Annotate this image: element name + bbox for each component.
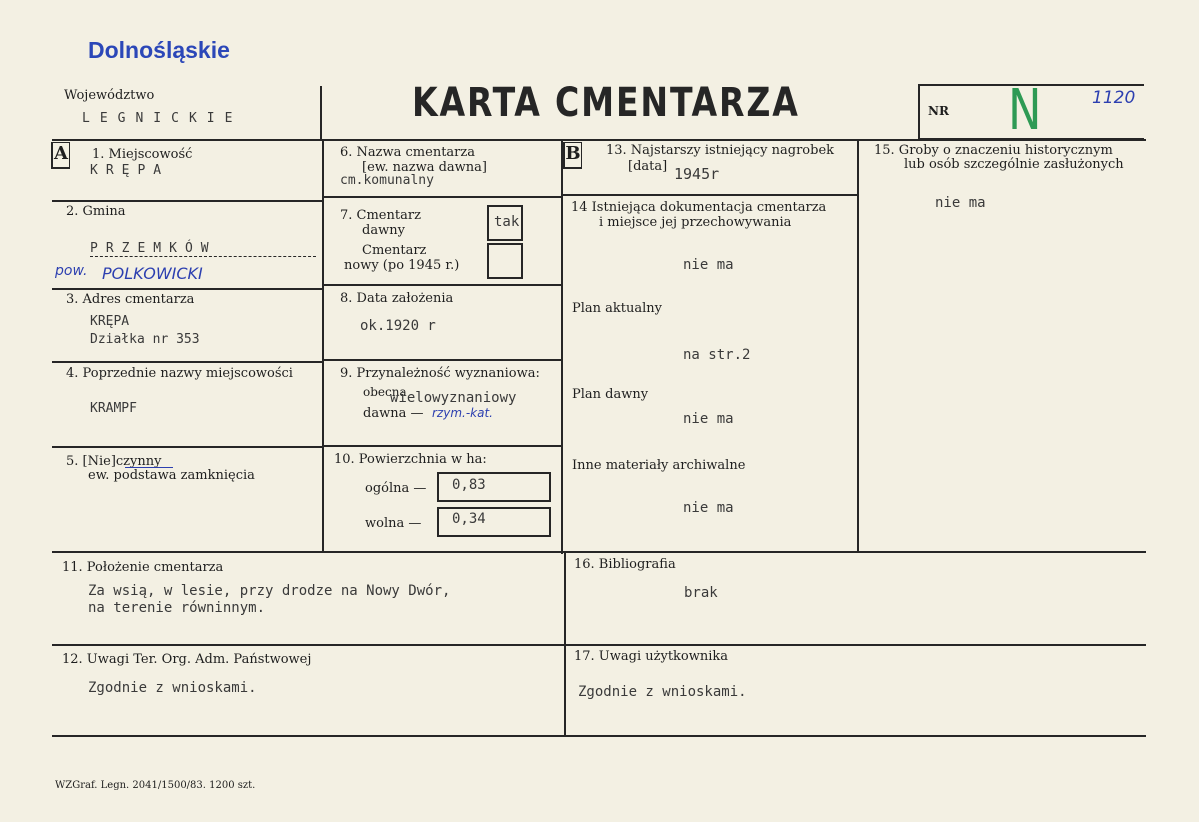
f12-value: Zgodnie z wnioskami. (88, 680, 257, 696)
f6-value: cm.komunalny (340, 173, 434, 188)
voivodeship-label: Województwo (64, 88, 155, 103)
f14-label-2: i miejsce jej przechowywania (599, 215, 792, 230)
f10-free-value: 0,34 (452, 511, 486, 527)
f9-label: 9. Przynależność wyznaniowa: (340, 366, 540, 381)
f7-label-2: dawny (362, 223, 405, 238)
f2-hand-pow: pow. (55, 263, 88, 279)
f11-label: 11. Położenie cmentarza (62, 560, 224, 575)
f9-current-value: wielowyznaniowy (390, 390, 517, 406)
f6-label-1: 6. Nazwa cmentarza (340, 145, 475, 160)
f10-free-label: wolna — (365, 516, 422, 531)
f17-value: Zgodnie z wnioskami. (578, 684, 747, 700)
col-divider-1 (322, 139, 324, 552)
f11-value-2: na terenie równinnym. (88, 600, 266, 616)
f15-value: nie ma (935, 195, 986, 211)
f8-value: ok.1920 r (360, 318, 436, 334)
other-materials-label: Inne materiały archiwalne (572, 458, 746, 473)
row-rule (52, 288, 322, 290)
f10-total-value: 0,83 (452, 477, 486, 493)
f4-value: KRAMPF (90, 401, 137, 416)
plan-old-label: Plan dawny (572, 387, 649, 402)
bottom-rule (52, 735, 1146, 737)
plan-current-label: Plan aktualny (572, 301, 663, 316)
f2-hand-county: POLKOWICKI (102, 264, 203, 283)
f15-label-2: lub osób szczególnie zasłużonych (904, 157, 1124, 172)
f7-checkbox-old-value: tak (494, 214, 520, 230)
f2-label: 2. Gmina (66, 204, 126, 219)
row-rule (322, 445, 561, 447)
col-divider-3 (857, 139, 859, 551)
f5-label-1: 5. [Nie]czynny (66, 454, 162, 469)
f7-label-3: Cmentarz (362, 243, 427, 258)
f9-former-value: rzym.-kat. (432, 406, 493, 420)
voivodeship-value: LEGNICKIE (82, 111, 243, 126)
f14-label-1: 14 Istniejąca dokumentacja cmentarza (571, 200, 827, 215)
f7-checkbox-new[interactable] (487, 243, 523, 279)
f13-label-2: [data] (628, 159, 668, 174)
nr-label: NR (928, 104, 949, 118)
print-footer: WZGraf. Legn. 2041/1500/83. 1200 szt. (55, 780, 256, 791)
other-materials-value: nie ma (683, 500, 734, 516)
f13-label-1: 13. Najstarszy istniejący nagrobek (606, 143, 835, 158)
row-rule (561, 194, 857, 196)
nr-number: 1120 (1092, 88, 1136, 108)
region-stamp: Dolnośląskie (88, 37, 230, 63)
f3-label: 3. Adres cmentarza (66, 292, 195, 307)
f3-value-2: Działka nr 353 (90, 332, 200, 347)
row-rule (52, 361, 322, 363)
f17-label: 17. Uwagi użytkownika (574, 649, 729, 664)
f9-former-label: dawna — (363, 406, 424, 421)
f4-label: 4. Poprzednie nazwy miejscowości (66, 366, 293, 381)
f2-value: PRZEMKÓW (90, 241, 217, 256)
bottom-divider (564, 551, 566, 735)
f11-value-1: Za wsią, w lesie, przy drodze na Nowy Dwór, (88, 583, 451, 599)
top-rule (52, 139, 1146, 141)
f1-label: 1. Miejscowość (92, 147, 193, 162)
f10-total-label: ogólna — (365, 481, 427, 496)
row-rule (322, 196, 561, 198)
f10-label: 10. Powierzchnia w ha: (334, 452, 487, 467)
f6-label-2: [ew. nazwa dawna] (362, 160, 487, 175)
f12-label: 12. Uwagi Ter. Org. Adm. Państwowej (62, 652, 312, 667)
section-a-badge: A (51, 142, 70, 169)
f7-label-4: nowy (po 1945 r.) (344, 258, 460, 273)
f13-value: 1945r (674, 165, 720, 183)
nr-letter: N (1008, 78, 1042, 143)
row-rule (322, 284, 561, 286)
f5-label-2: ew. podstawa zamknięcia (88, 468, 255, 483)
row-rule (52, 200, 322, 202)
card-title: KARTA CMENTARZA (412, 80, 800, 126)
header-divider (320, 86, 322, 140)
f9-current-label: obecna (363, 385, 407, 399)
lower-rule (52, 644, 1146, 646)
mid-rule (52, 551, 1146, 553)
f16-value: brak (684, 585, 718, 601)
plan-current-value: na str.2 (683, 347, 751, 363)
f8-label: 8. Data założenia (340, 291, 454, 306)
f3-value-1: KRĘPA (90, 314, 130, 329)
plan-old-value: nie ma (683, 411, 734, 427)
row-rule (52, 446, 322, 448)
col-divider-2 (561, 139, 563, 554)
f16-label: 16. Bibliografia (574, 557, 676, 572)
row-rule (322, 359, 561, 361)
f7-label-1: 7. Cmentarz (340, 208, 421, 223)
f15-label-1: 15. Groby o znaczeniu historycznym (874, 143, 1113, 158)
f2-underline (90, 256, 316, 257)
section-b-badge: B (563, 142, 582, 169)
f14-value: nie ma (683, 257, 734, 273)
f1-value: KRĘPA (90, 163, 170, 178)
